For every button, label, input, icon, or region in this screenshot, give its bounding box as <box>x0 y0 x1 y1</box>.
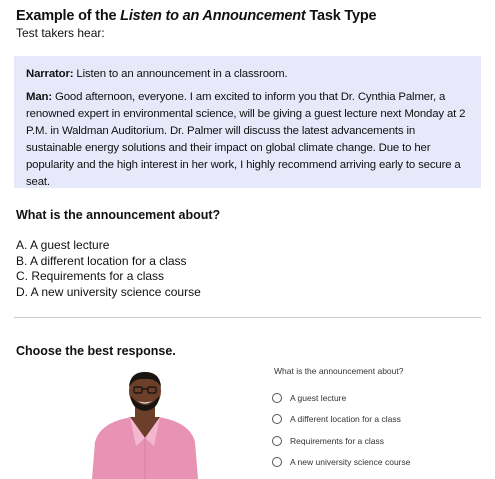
radio-button[interactable] <box>272 457 282 467</box>
page-title <box>16 8 376 24</box>
question-text: What is the announcement about? <box>16 208 221 222</box>
options-list <box>16 238 201 300</box>
radio-button[interactable] <box>272 436 282 446</box>
page-subtitle: Test takers hear: <box>16 26 105 40</box>
narrator-line <box>26 66 469 83</box>
choice-label[interactable]: A new university science course <box>290 457 411 468</box>
title-suffix: Task Type <box>305 8 377 24</box>
choice-row[interactable] <box>272 430 472 452</box>
radio-button[interactable] <box>272 414 282 424</box>
narrator-text: Listen to an announcement in a classroom. <box>73 68 288 80</box>
choice-label[interactable]: Requirements for a class <box>290 435 385 446</box>
narrator-label: Narrator: <box>26 68 74 80</box>
choice-row[interactable] <box>272 452 472 474</box>
choice-row[interactable] <box>272 409 472 431</box>
response-heading: Choose the best response. <box>16 344 176 358</box>
choice-label[interactable]: A different location for a class <box>290 414 401 425</box>
section-divider <box>14 317 481 318</box>
choice-row[interactable] <box>272 387 472 409</box>
test-taker-photo <box>70 370 220 479</box>
panel-question: What is the announcement about? <box>274 366 404 376</box>
choice-label[interactable]: A guest lecture <box>290 392 347 403</box>
option-a: A. A guest lecture <box>16 238 110 252</box>
option-d: D. A new university science course <box>16 284 201 299</box>
speaker-label: Man: <box>26 91 52 103</box>
option-b: B. A different location for a class <box>16 253 187 268</box>
option-c: C. Requirements for a class <box>16 269 165 283</box>
transcript-box <box>14 56 481 188</box>
radio-button[interactable] <box>272 393 282 403</box>
title-prefix: Example of the <box>16 8 121 24</box>
answer-panel <box>272 366 472 473</box>
speaker-text: Good afternoon, everyone. I am excited to inform you that Dr. Cynthia Palmer, a renowned expert in environmental science, will be giving a guest lecture next Monday at 2 P.M. in Waldman Auditorium. Dr. Palmer will discuss the latest advancements in sustainable energy solutions and their impact on global climate change. Due to her popularity and the high interest in her work, I highly recommend arriving early to secure a seat. <box>26 91 466 188</box>
speaker-line <box>26 89 469 191</box>
title-italic: Listen to an Announcement <box>120 8 306 24</box>
